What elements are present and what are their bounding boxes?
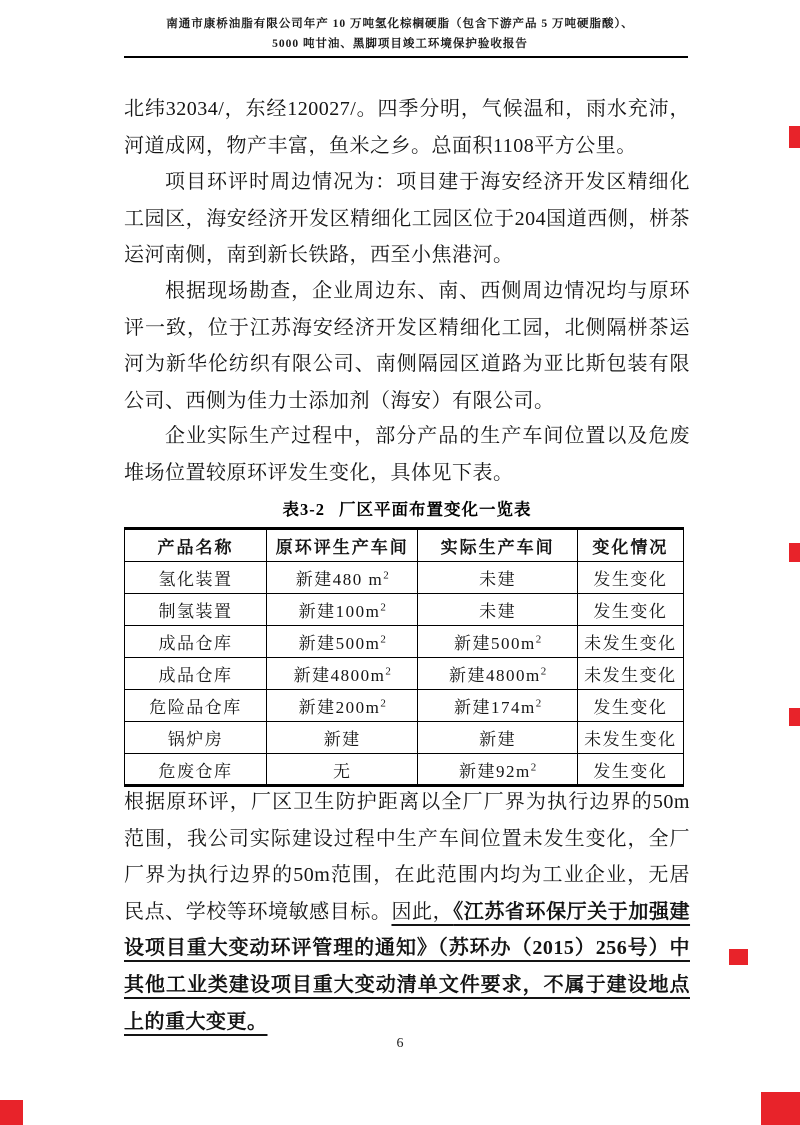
annotation-mark-bottom-left [0, 1100, 23, 1125]
table-row [125, 626, 684, 658]
table-header-cell: 变化情况 [577, 529, 683, 562]
running-header-line1: 南通市康桥油脂有限公司年产 10 万吨氢化棕榈硬脂（包含下游产品 5 万吨硬脂酸）、 [166, 18, 634, 30]
table-cell: 新建$92m^2$ [418, 754, 577, 786]
table-row [125, 658, 684, 690]
table-cell: 新建480 $m^2$ [266, 562, 417, 594]
table-cell: 新建 [418, 722, 577, 754]
table-cell: 成品仓库 [125, 626, 267, 658]
running-header [62, 14, 738, 54]
table-cell: 锅炉房 [125, 722, 267, 754]
paragraph-site-survey: 根据现场勘查，企业周边东、南、西侧周边情况均与原环评一致，位于江苏海安经济开发区精细化工园，北侧隔栟茶运河为新华伦纺织有限公司、南侧隔园区道路为亚比斯包装有限公司、西侧为佳力士添加剂（海安）有限公司。 [124, 280, 690, 412]
conclusion-normal-text: 根据原环评，厂区卫生防护距离以全厂厂界为执行边界的50m范围，我公司实际建设过程中生产车间位置未发生变化，全厂厂界为执行边界的50m范围，在此范围内均为工业企业，无居民点、学校等环境敏感目标。 [124, 791, 690, 923]
table-cell: 新建$4800m^2$ [266, 658, 417, 690]
table-cell: 未发生变化 [577, 722, 683, 754]
paragraph-eia-surroundings: 项目环评时周边情况为：项目建于海安经济开发区精细化工园区，海安经济开发区精细化工园区位于204国道西侧，栟茶运河南侧，南到新长铁路，西至小焦港河。 [124, 171, 690, 267]
annotation-mark-right-2 [789, 543, 800, 562]
table-cell: 危废仓库 [125, 754, 267, 786]
table-cell: 新建$100m^2$ [266, 594, 417, 626]
table-cell: 氢化装置 [125, 562, 267, 594]
annotation-mark-bottom-right [761, 1092, 800, 1125]
layout-change-table [124, 527, 684, 787]
table-cell: 制氢装置 [125, 594, 267, 626]
table-header-cell: 实际生产车间 [418, 529, 577, 562]
table-cell: 未发生变化 [577, 658, 683, 690]
table-caption-label: 表3-2 [282, 500, 325, 519]
header-rule [124, 56, 688, 58]
annotation-mark-right-1 [789, 126, 800, 148]
page-number: 6 [396, 1036, 404, 1051]
paragraph-conclusion [124, 784, 690, 1040]
table-header-cell: 产品名称 [125, 529, 267, 562]
table-cell: 新建$200m^2$ [266, 690, 417, 722]
annotation-mark-right-3 [789, 708, 800, 726]
paragraph-geography: 北纬32034/，东经120027/。四季分明，气候温和，雨水充沛，河道成网，物产丰富，鱼米之乡。总面积1108平方公里。 [124, 98, 690, 157]
table-caption-title: 厂区平面布置变化一览表 [339, 500, 532, 519]
table-cell: 新建$174m^2$ [418, 690, 577, 722]
table-cell: 成品仓库 [125, 658, 267, 690]
table-cell: 未建 [418, 562, 577, 594]
table-header-row [125, 529, 684, 562]
table-cell: 未建 [418, 594, 577, 626]
table-cell: 发生变化 [577, 690, 683, 722]
conclusion-underlined-text: 因此， [391, 900, 454, 923]
table-cell: 新建$500m^2$ [266, 626, 417, 658]
table-cell: 新建$4800m^2$ [418, 658, 577, 690]
table-cell: 新建$500m^2$ [418, 626, 577, 658]
table-row [125, 754, 684, 786]
paragraph-layout-change-intro: 企业实际生产过程中，部分产品的生产车间位置以及危废堆场位置较原环评发生变化，具体见下表。 [124, 425, 690, 484]
table-row [125, 722, 684, 754]
table-row [125, 690, 684, 722]
table-cell: 未发生变化 [577, 626, 683, 658]
table-cell: 发生变化 [577, 754, 683, 786]
table-cell: 新建 [266, 722, 417, 754]
table-cell: 发生变化 [577, 562, 683, 594]
table-header-cell: 原环评生产车间 [266, 529, 417, 562]
table-cell: 发生变化 [577, 594, 683, 626]
table-cell: 无 [266, 754, 417, 786]
running-header-line2: 5000 吨甘油、黑脚项目竣工环境保护验收报告 [272, 38, 528, 50]
table-row [125, 562, 684, 594]
conclusion-bold-underlined-text: 《江苏省环保厅关于加强建设项目重大变动环评管理的通知》（苏环办（2015）256号）中其他工业类建设项目重大变动清单文件要求，不属于建设地点上的重大变更。 [124, 900, 691, 1033]
table-row [125, 594, 684, 626]
table-caption [124, 496, 690, 520]
annotation-mark-inline [729, 949, 748, 965]
table-cell: 危险品仓库 [125, 690, 267, 722]
